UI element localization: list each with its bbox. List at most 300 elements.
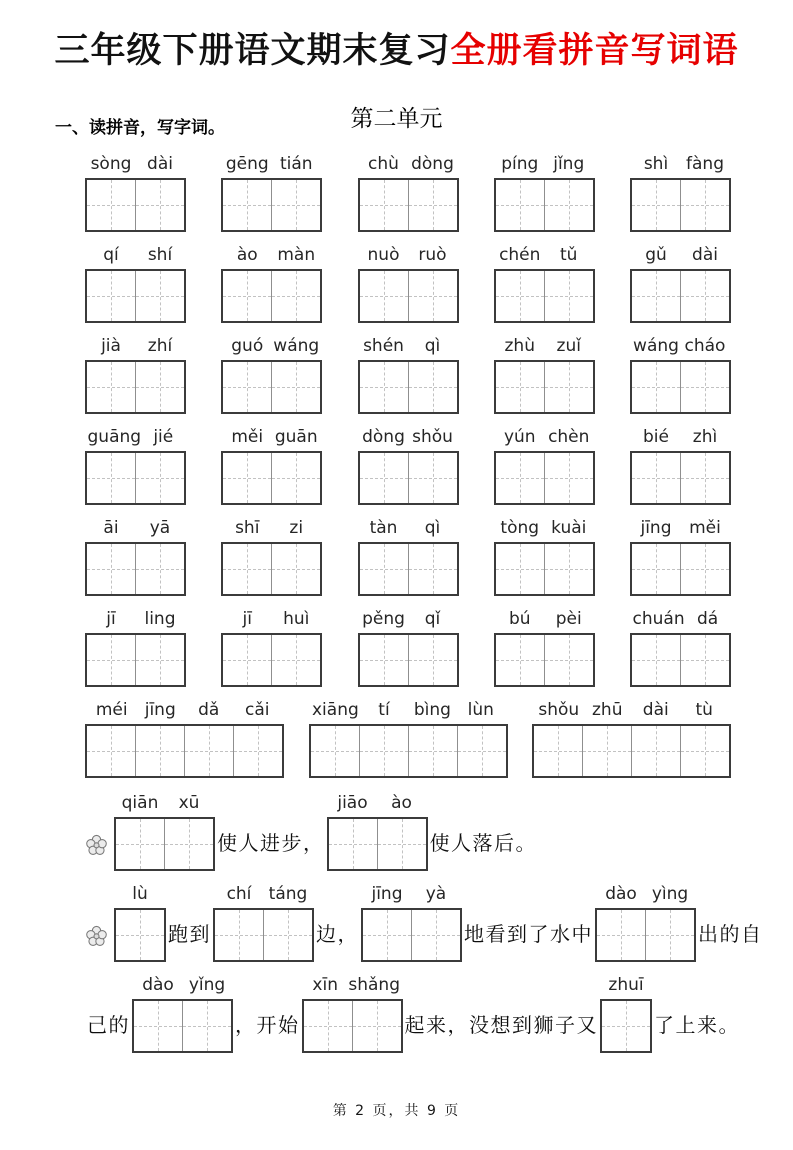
writing-cell — [411, 910, 460, 960]
writing-cell — [680, 362, 729, 412]
pinyin-label — [223, 335, 321, 357]
pinyin-label — [328, 792, 426, 814]
pinyin-syllable: zhí — [147, 335, 173, 356]
writing-cell — [135, 544, 184, 594]
pinyin-syllable: jīng — [640, 517, 672, 538]
sentence-row — [0, 792, 793, 871]
pinyin-syllable: yà — [425, 883, 447, 904]
writing-cell — [87, 180, 135, 230]
sentence-row — [0, 974, 793, 1053]
pinyin-syllable: zhì — [692, 426, 718, 447]
writing-cell — [408, 180, 457, 230]
word-row — [0, 244, 793, 323]
flower-icon — [85, 925, 108, 948]
writing-cell — [632, 635, 680, 685]
pinyin-syllable: dòng — [411, 153, 454, 174]
pinyin-syllable: shén — [363, 335, 404, 356]
writing-cell — [680, 453, 729, 503]
writing-box — [302, 999, 403, 1053]
writing-cell — [87, 271, 135, 321]
writing-cell — [408, 726, 457, 776]
writing-box — [85, 451, 186, 505]
pinyin-syllable: shí — [147, 244, 173, 265]
pinyin-syllable: qiān — [121, 792, 159, 813]
word-row — [0, 699, 793, 778]
word-group — [595, 883, 696, 962]
writing-cell — [534, 726, 582, 776]
writing-cell — [544, 544, 593, 594]
writing-cell — [632, 544, 680, 594]
page-title — [0, 28, 793, 74]
writing-cell — [184, 726, 233, 776]
word-group — [494, 335, 595, 414]
pinyin-label — [87, 608, 185, 630]
pinyin-syllable: tǔ — [560, 244, 578, 265]
pinyin-syllable: guó — [231, 335, 264, 356]
writing-cell — [271, 362, 320, 412]
writing-cell — [602, 1001, 650, 1051]
writing-cell — [304, 1001, 352, 1051]
pinyin-label — [632, 244, 730, 266]
writing-box — [494, 633, 595, 687]
word-group — [358, 608, 459, 687]
pinyin-syllable: wáng — [273, 335, 320, 356]
writing-box — [630, 360, 731, 414]
writing-cell — [87, 726, 135, 776]
sentence-rows — [0, 792, 793, 1053]
pinyin-label — [223, 426, 321, 448]
word-group — [630, 608, 731, 687]
writing-box — [358, 451, 459, 505]
word-group — [532, 699, 731, 778]
pinyin-label — [215, 883, 313, 905]
flower-icon — [85, 834, 108, 857]
pinyin-syllable: zi — [289, 517, 304, 538]
writing-box — [221, 451, 322, 505]
pinyin-syllable: qì — [424, 517, 441, 538]
writing-cell — [544, 453, 593, 503]
writing-cell — [87, 544, 135, 594]
writing-box — [494, 542, 595, 596]
worksheet-page — [0, 28, 793, 1119]
writing-cell — [352, 1001, 401, 1051]
pinyin-label — [495, 517, 593, 539]
writing-cell — [329, 819, 377, 869]
pinyin-label — [359, 153, 457, 175]
pinyin-syllable: bú — [508, 608, 531, 629]
word-group — [114, 883, 166, 962]
writing-cell — [271, 635, 320, 685]
writing-cell — [680, 635, 729, 685]
page-number: 第 2 页，共 9 页 — [332, 1103, 461, 1119]
writing-cell — [632, 271, 680, 321]
pinyin-label — [495, 426, 593, 448]
pinyin-label — [87, 153, 185, 175]
pinyin-syllable: pěng — [362, 608, 405, 629]
pinyin-syllable: jià — [101, 335, 121, 356]
word-group — [221, 608, 322, 687]
word-group — [358, 426, 459, 505]
writing-cell — [680, 544, 729, 594]
writing-box — [85, 542, 186, 596]
word-group — [361, 883, 462, 962]
writing-box — [221, 360, 322, 414]
pinyin-syllable: shǒu — [538, 699, 580, 720]
word-group — [309, 699, 508, 778]
writing-cell — [496, 362, 544, 412]
pinyin-syllable: táng — [268, 883, 308, 904]
writing-box — [358, 542, 459, 596]
pinyin-syllable: dòng — [362, 426, 405, 447]
pinyin-label — [632, 517, 730, 539]
pinyin-syllable: měi — [689, 517, 721, 538]
pinyin-syllable: kuài — [551, 517, 587, 538]
pinyin-syllable: jié — [153, 426, 174, 447]
writing-cell — [680, 271, 729, 321]
pinyin-label — [359, 244, 457, 266]
pinyin-syllable: zhù — [504, 335, 535, 356]
pinyin-syllable: zhuī — [608, 974, 644, 995]
pinyin-syllable: tián — [279, 153, 313, 174]
word-group — [213, 883, 314, 962]
writing-cell — [135, 271, 184, 321]
writing-box — [494, 360, 595, 414]
pinyin-syllable: lù — [132, 883, 148, 904]
pinyin-syllable: chén — [499, 244, 541, 265]
pinyin-syllable: shǒu — [412, 426, 453, 447]
pinyin-label — [303, 974, 401, 996]
instruction-text: 一、读拼音，写字词。 — [55, 117, 225, 138]
pinyin-syllable: jīng — [371, 883, 403, 904]
pinyin-syllable: guāng — [87, 426, 142, 447]
writing-cell — [632, 180, 680, 230]
pinyin-label — [495, 244, 593, 266]
writing-cell — [135, 726, 184, 776]
sentence-text: 起来，没想到狮子又 — [404, 1014, 598, 1037]
writing-cell — [135, 453, 184, 503]
pinyin-label — [495, 608, 593, 630]
writing-box — [85, 360, 186, 414]
word-group — [85, 244, 186, 323]
pinyin-label — [495, 153, 593, 175]
writing-box — [358, 633, 459, 687]
sentence-text: 地看到了水中 — [464, 923, 593, 946]
pinyin-label — [597, 883, 695, 905]
pinyin-syllable: dá — [696, 608, 719, 629]
writing-cell — [223, 544, 271, 594]
pinyin-label — [495, 335, 593, 357]
pinyin-syllable: wáng — [633, 335, 679, 356]
pinyin-syllable: shī — [235, 517, 260, 538]
writing-box — [309, 724, 508, 778]
pinyin-syllable: ruò — [418, 244, 447, 265]
pinyin-label — [87, 244, 185, 266]
writing-cell — [544, 362, 593, 412]
pinyin-label — [116, 792, 214, 814]
pinyin-syllable: chuán — [632, 608, 685, 629]
writing-cell — [182, 1001, 231, 1051]
word-group — [600, 974, 652, 1053]
writing-box — [114, 908, 166, 962]
header-row — [0, 97, 793, 143]
writing-box — [85, 633, 186, 687]
word-group — [85, 517, 186, 596]
writing-box — [595, 908, 696, 962]
pinyin-syllable: qí — [103, 244, 119, 265]
pinyin-syllable: chù — [368, 153, 399, 174]
writing-cell — [360, 544, 408, 594]
pinyin-syllable: tàn — [369, 517, 398, 538]
word-group — [221, 517, 322, 596]
writing-cell — [223, 635, 271, 685]
writing-cell — [164, 819, 213, 869]
pinyin-syllable: fàng — [686, 153, 724, 174]
writing-cell — [496, 180, 544, 230]
writing-cell — [645, 910, 694, 960]
pinyin-syllable: tù — [695, 699, 713, 720]
pinyin-syllable: yǐng — [188, 974, 226, 995]
writing-box — [532, 724, 731, 778]
writing-cell — [271, 544, 320, 594]
writing-cell — [223, 362, 271, 412]
writing-cell — [135, 635, 184, 685]
pinyin-syllable: xū — [178, 792, 200, 813]
pinyin-label — [223, 244, 321, 266]
word-group — [358, 517, 459, 596]
writing-cell — [311, 726, 359, 776]
word-group — [358, 335, 459, 414]
pinyin-syllable: xīn — [312, 974, 338, 995]
pinyin-syllable: zuǐ — [556, 335, 581, 356]
pinyin-label — [115, 883, 165, 905]
writing-cell — [360, 362, 408, 412]
pinyin-syllable: bìng — [413, 699, 451, 720]
writing-cell — [597, 910, 645, 960]
pinyin-label — [632, 426, 730, 448]
pinyin-syllable: bié — [643, 426, 669, 447]
pinyin-syllable: shì — [643, 153, 669, 174]
word-group — [630, 517, 731, 596]
word-group — [630, 426, 731, 505]
word-group — [630, 244, 731, 323]
writing-cell — [680, 726, 729, 776]
pinyin-syllable: dài — [692, 244, 718, 265]
writing-cell — [223, 271, 271, 321]
pinyin-syllable: ling — [144, 608, 176, 629]
writing-box — [114, 817, 215, 871]
pinyin-syllable: gǔ — [645, 244, 667, 265]
sentence-text: 使人落后。 — [429, 832, 537, 855]
pinyin-label — [88, 699, 282, 721]
writing-cell — [544, 635, 593, 685]
writing-cell — [408, 544, 457, 594]
writing-cell — [271, 453, 320, 503]
word-group — [85, 608, 186, 687]
word-group — [494, 153, 595, 232]
writing-cell — [632, 453, 680, 503]
pinyin-syllable: dài — [642, 699, 669, 720]
title-main: 三年级下册语文期末复习 — [54, 31, 451, 70]
writing-box — [132, 999, 233, 1053]
writing-box — [221, 542, 322, 596]
word-group — [494, 517, 595, 596]
writing-cell — [544, 180, 593, 230]
writing-cell — [582, 726, 631, 776]
word-group — [221, 153, 322, 232]
writing-cell — [632, 362, 680, 412]
writing-cell — [360, 180, 408, 230]
sentence-row — [0, 883, 793, 962]
sentence-text: 使人进步， — [217, 832, 325, 855]
writing-box — [85, 724, 284, 778]
writing-cell — [116, 819, 164, 869]
pinyin-syllable: guān — [274, 426, 318, 447]
writing-box — [494, 269, 595, 323]
pinyin-syllable: xiāng — [312, 699, 359, 720]
writing-cell — [408, 453, 457, 503]
writing-box — [630, 451, 731, 505]
pinyin-syllable: pèi — [555, 608, 582, 629]
writing-cell — [680, 180, 729, 230]
pinyin-syllable: yún — [503, 426, 536, 447]
word-group — [132, 974, 233, 1053]
writing-cell — [377, 819, 426, 869]
section-title: 第二单元 — [350, 105, 443, 131]
writing-cell — [87, 453, 135, 503]
pinyin-syllable: yìng — [651, 883, 689, 904]
pinyin-label — [359, 426, 457, 448]
word-group — [114, 792, 215, 871]
writing-box — [221, 178, 322, 232]
word-group — [494, 244, 595, 323]
writing-box — [630, 542, 731, 596]
writing-cell — [496, 635, 544, 685]
writing-cell — [134, 1001, 182, 1051]
word-group — [85, 699, 284, 778]
pinyin-label — [632, 335, 730, 357]
sentence-text: 跑到 — [168, 923, 211, 946]
writing-box — [494, 451, 595, 505]
writing-cell — [363, 910, 411, 960]
sentence-text: 了上来。 — [654, 1014, 740, 1037]
pinyin-syllable: měi — [231, 426, 264, 447]
writing-cell — [408, 635, 457, 685]
pinyin-label — [87, 426, 185, 448]
writing-cell — [223, 453, 271, 503]
word-group — [221, 335, 322, 414]
word-row — [0, 426, 793, 505]
writing-cell — [360, 271, 408, 321]
writing-box — [221, 269, 322, 323]
writing-cell — [271, 271, 320, 321]
pinyin-label — [134, 974, 232, 996]
sentence-text: 出的自 — [698, 923, 763, 946]
writing-box — [358, 178, 459, 232]
writing-cell — [496, 453, 544, 503]
writing-cell — [360, 635, 408, 685]
writing-box — [600, 999, 652, 1053]
pinyin-syllable: màn — [277, 244, 316, 265]
pinyin-syllable: chèn — [548, 426, 590, 447]
word-group — [630, 335, 731, 414]
pinyin-label — [359, 517, 457, 539]
pinyin-syllable: cháo — [684, 335, 726, 356]
pinyin-syllable: ào — [391, 792, 412, 813]
writing-box — [630, 178, 731, 232]
pinyin-syllable: tòng — [500, 517, 540, 538]
word-row — [0, 517, 793, 596]
word-row — [0, 153, 793, 232]
writing-box — [213, 908, 314, 962]
pinyin-syllable: āi — [103, 517, 119, 538]
word-group — [85, 153, 186, 232]
writing-cell — [271, 180, 320, 230]
pinyin-syllable: yā — [149, 517, 171, 538]
writing-cell — [87, 362, 135, 412]
writing-cell — [263, 910, 312, 960]
writing-cell — [457, 726, 506, 776]
pinyin-syllable: lùn — [467, 699, 494, 720]
sentence-text: ，开始 — [235, 1014, 300, 1037]
writing-cell — [360, 453, 408, 503]
pinyin-syllable: cǎi — [245, 699, 270, 720]
word-group — [358, 153, 459, 232]
sentence-text: 己的 — [87, 1014, 130, 1037]
writing-cell — [116, 910, 164, 960]
pinyin-syllable: jīng — [144, 699, 176, 720]
word-group — [358, 244, 459, 323]
word-group — [221, 426, 322, 505]
writing-cell — [223, 180, 271, 230]
word-group — [85, 335, 186, 414]
writing-cell — [496, 271, 544, 321]
writing-cell — [496, 544, 544, 594]
pinyin-syllable: jī — [106, 608, 116, 629]
pinyin-syllable: sòng — [90, 153, 132, 174]
sentence-text: 边， — [316, 923, 359, 946]
pinyin-label — [359, 608, 457, 630]
writing-box — [494, 178, 595, 232]
pinyin-label — [87, 517, 185, 539]
pinyin-syllable: jiāo — [337, 792, 368, 813]
pinyin-syllable: chí — [226, 883, 252, 904]
word-row — [0, 335, 793, 414]
pinyin-syllable: jǐng — [553, 153, 585, 174]
pinyin-label — [632, 153, 730, 175]
pinyin-syllable: gēng — [225, 153, 269, 174]
writing-cell — [215, 910, 263, 960]
writing-cell — [233, 726, 282, 776]
word-group — [221, 244, 322, 323]
pinyin-syllable: jī — [242, 608, 252, 629]
writing-cell — [135, 362, 184, 412]
pinyin-syllable: píng — [501, 153, 539, 174]
pinyin-syllable: huì — [283, 608, 310, 629]
pinyin-syllable: qì — [424, 335, 441, 356]
title-highlight: 全册看拼音写词语 — [450, 31, 739, 70]
pinyin-syllable: dào — [142, 974, 174, 995]
pinyin-syllable: dài — [147, 153, 173, 174]
pinyin-label — [311, 699, 505, 721]
pinyin-syllable: méi — [95, 699, 128, 720]
pinyin-syllable: shǎng — [348, 974, 400, 995]
writing-cell — [359, 726, 408, 776]
pinyin-label — [223, 153, 321, 175]
writing-cell — [87, 635, 135, 685]
pinyin-syllable: zhū — [592, 699, 623, 720]
pinyin-label — [535, 699, 729, 721]
pinyin-label — [632, 608, 730, 630]
